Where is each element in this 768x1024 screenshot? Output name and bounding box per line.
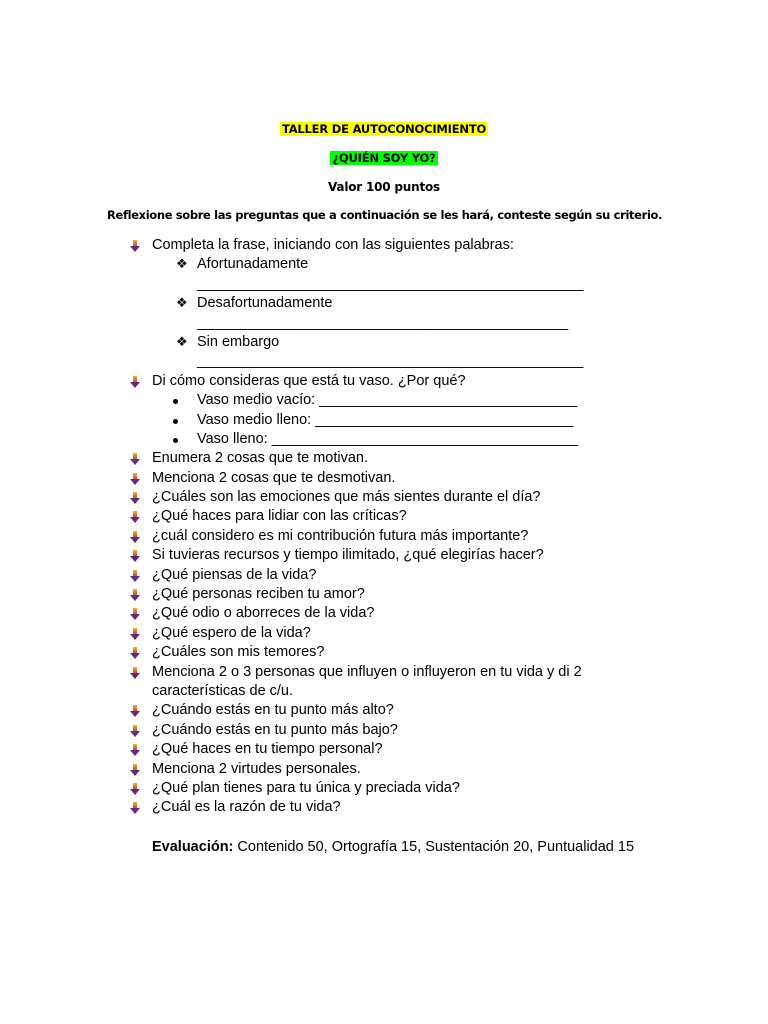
option-label: Desafortunadamente xyxy=(197,295,333,312)
bullet-item xyxy=(0,391,768,410)
value-text: Valor 100 puntos xyxy=(327,180,440,194)
question-item xyxy=(0,643,768,662)
arrow-down-icon xyxy=(130,725,141,737)
question-item xyxy=(0,527,768,546)
option-label: Sin embargo xyxy=(197,333,280,350)
diamond-bullet-icon: ❖ xyxy=(176,334,188,350)
question-item xyxy=(0,624,768,643)
page-subtitle: ¿QUIÉN SOY YO? xyxy=(332,151,436,165)
question-item xyxy=(0,546,768,565)
arrow-down-icon xyxy=(130,511,141,523)
question-item xyxy=(0,488,768,507)
question-text-continued: características de c/u. xyxy=(152,682,294,699)
question-text: ¿Cuáles son mis temores? xyxy=(152,644,325,661)
question-item xyxy=(0,372,768,391)
question-item xyxy=(0,740,768,759)
question-item xyxy=(0,507,768,526)
option-item xyxy=(0,294,768,313)
arrow-down-icon xyxy=(130,647,141,659)
arrow-down-icon xyxy=(130,589,141,601)
arrow-down-icon xyxy=(130,667,141,679)
question-text: Menciona 2 virtudes personales. xyxy=(152,760,361,777)
question-item xyxy=(0,585,768,604)
page-title: TALLER DE AUTOCONOCIMIENTO xyxy=(281,122,487,136)
title-line xyxy=(0,121,768,137)
diamond-bullet-icon: ❖ xyxy=(176,257,188,273)
question-item xyxy=(0,469,768,488)
diamond-bullet-icon: ❖ xyxy=(176,296,188,312)
instruction-text: Reflexione sobre las preguntas que a continuación se les hará, conteste según su criterio. xyxy=(107,208,663,222)
bullet-dot-icon xyxy=(173,419,178,424)
option-item xyxy=(0,333,768,352)
question-text: ¿Qué espero de la vida? xyxy=(152,624,311,641)
question-list xyxy=(0,236,768,818)
bullet-dot-icon xyxy=(173,438,178,443)
arrow-down-icon xyxy=(130,608,141,620)
answer-blank: ___________________________________________________ xyxy=(197,275,583,292)
question-item xyxy=(0,566,768,585)
question-item xyxy=(0,701,768,720)
subtitle-line xyxy=(0,150,768,166)
arrow-down-icon xyxy=(130,783,141,795)
question-text: ¿Qué haces para lidiar con las críticas? xyxy=(152,508,407,525)
answer-line xyxy=(0,314,768,333)
bullet-item xyxy=(0,411,768,430)
bullet-text: Vaso lleno: ______________________________________ xyxy=(197,430,579,447)
question-text: ¿Cuándo estás en tu punto más bajo? xyxy=(152,721,398,738)
option-label: Afortunadamente xyxy=(197,256,309,273)
question-text: Di cómo consideras que está tu vaso. ¿Por qué? xyxy=(152,372,466,389)
arrow-down-icon xyxy=(130,473,141,485)
question-item xyxy=(0,798,768,817)
question-text: ¿Qué plan tienes para tu única y preciada vida? xyxy=(152,779,460,796)
answer-blank: _________________________________________________ xyxy=(197,314,568,331)
question-text: Menciona 2 o 3 personas que influyen o influyeron en tu vida y di 2 xyxy=(152,663,582,680)
arrow-down-icon xyxy=(130,628,141,640)
question-text: ¿Qué haces en tu tiempo personal? xyxy=(152,741,383,758)
arrow-down-icon xyxy=(130,531,141,543)
question-text: ¿Qué odio o aborreces de la vida? xyxy=(152,605,375,622)
question-text: ¿Qué personas reciben tu amor? xyxy=(152,586,365,603)
bullet-item xyxy=(0,430,768,449)
question-text: ¿Cuáles son las emociones que más sientes durante el día? xyxy=(152,489,541,506)
question-item xyxy=(0,721,768,740)
evaluation-label: Evaluación: xyxy=(152,839,234,855)
arrow-down-icon xyxy=(130,764,141,776)
arrow-down-icon xyxy=(130,453,141,465)
arrow-down-icon xyxy=(130,802,141,814)
arrow-down-icon xyxy=(130,376,141,388)
arrow-down-icon xyxy=(130,240,141,252)
arrow-down-icon xyxy=(130,492,141,504)
evaluation-line xyxy=(152,837,634,857)
question-continuation xyxy=(0,682,768,701)
bullet-text: Vaso medio vacío: ________________________________ xyxy=(197,392,578,409)
question-text: ¿cuál considero es mi contribución futura más importante? xyxy=(152,527,529,544)
question-text: ¿Cuándo estás en tu punto más alto? xyxy=(152,702,394,719)
question-text: Enumera 2 cosas que te motivan. xyxy=(152,450,369,467)
bullet-dot-icon xyxy=(173,399,178,404)
question-text: Menciona 2 cosas que te desmotivan. xyxy=(152,469,396,486)
question-item xyxy=(0,449,768,468)
question-item xyxy=(0,236,768,255)
arrow-down-icon xyxy=(130,705,141,717)
arrow-down-icon xyxy=(130,550,141,562)
bullet-text: Vaso medio lleno: ________________________________ xyxy=(197,411,574,428)
question-text: ¿Cuál es la razón de tu vida? xyxy=(152,799,341,816)
arrow-down-icon xyxy=(130,570,141,582)
question-item xyxy=(0,779,768,798)
answer-line xyxy=(0,275,768,294)
question-item xyxy=(0,760,768,779)
question-text: Si tuvieras recursos y tiempo ilimitado, ¿qué elegirías hacer? xyxy=(152,547,544,564)
arrow-down-icon xyxy=(130,744,141,756)
question-text: ¿Qué piensas de la vida? xyxy=(152,566,317,583)
answer-blank: ___________________________________________________ xyxy=(197,353,583,370)
question-text: Completa la frase, iniciando con las siguientes palabras: xyxy=(152,237,514,253)
answer-line xyxy=(0,352,768,371)
option-item xyxy=(0,255,768,274)
evaluation-text: Contenido 50, Ortografía 15, Sustentación 20, Puntualidad 15 xyxy=(233,839,635,855)
question-item xyxy=(0,604,768,623)
question-item xyxy=(0,663,768,682)
